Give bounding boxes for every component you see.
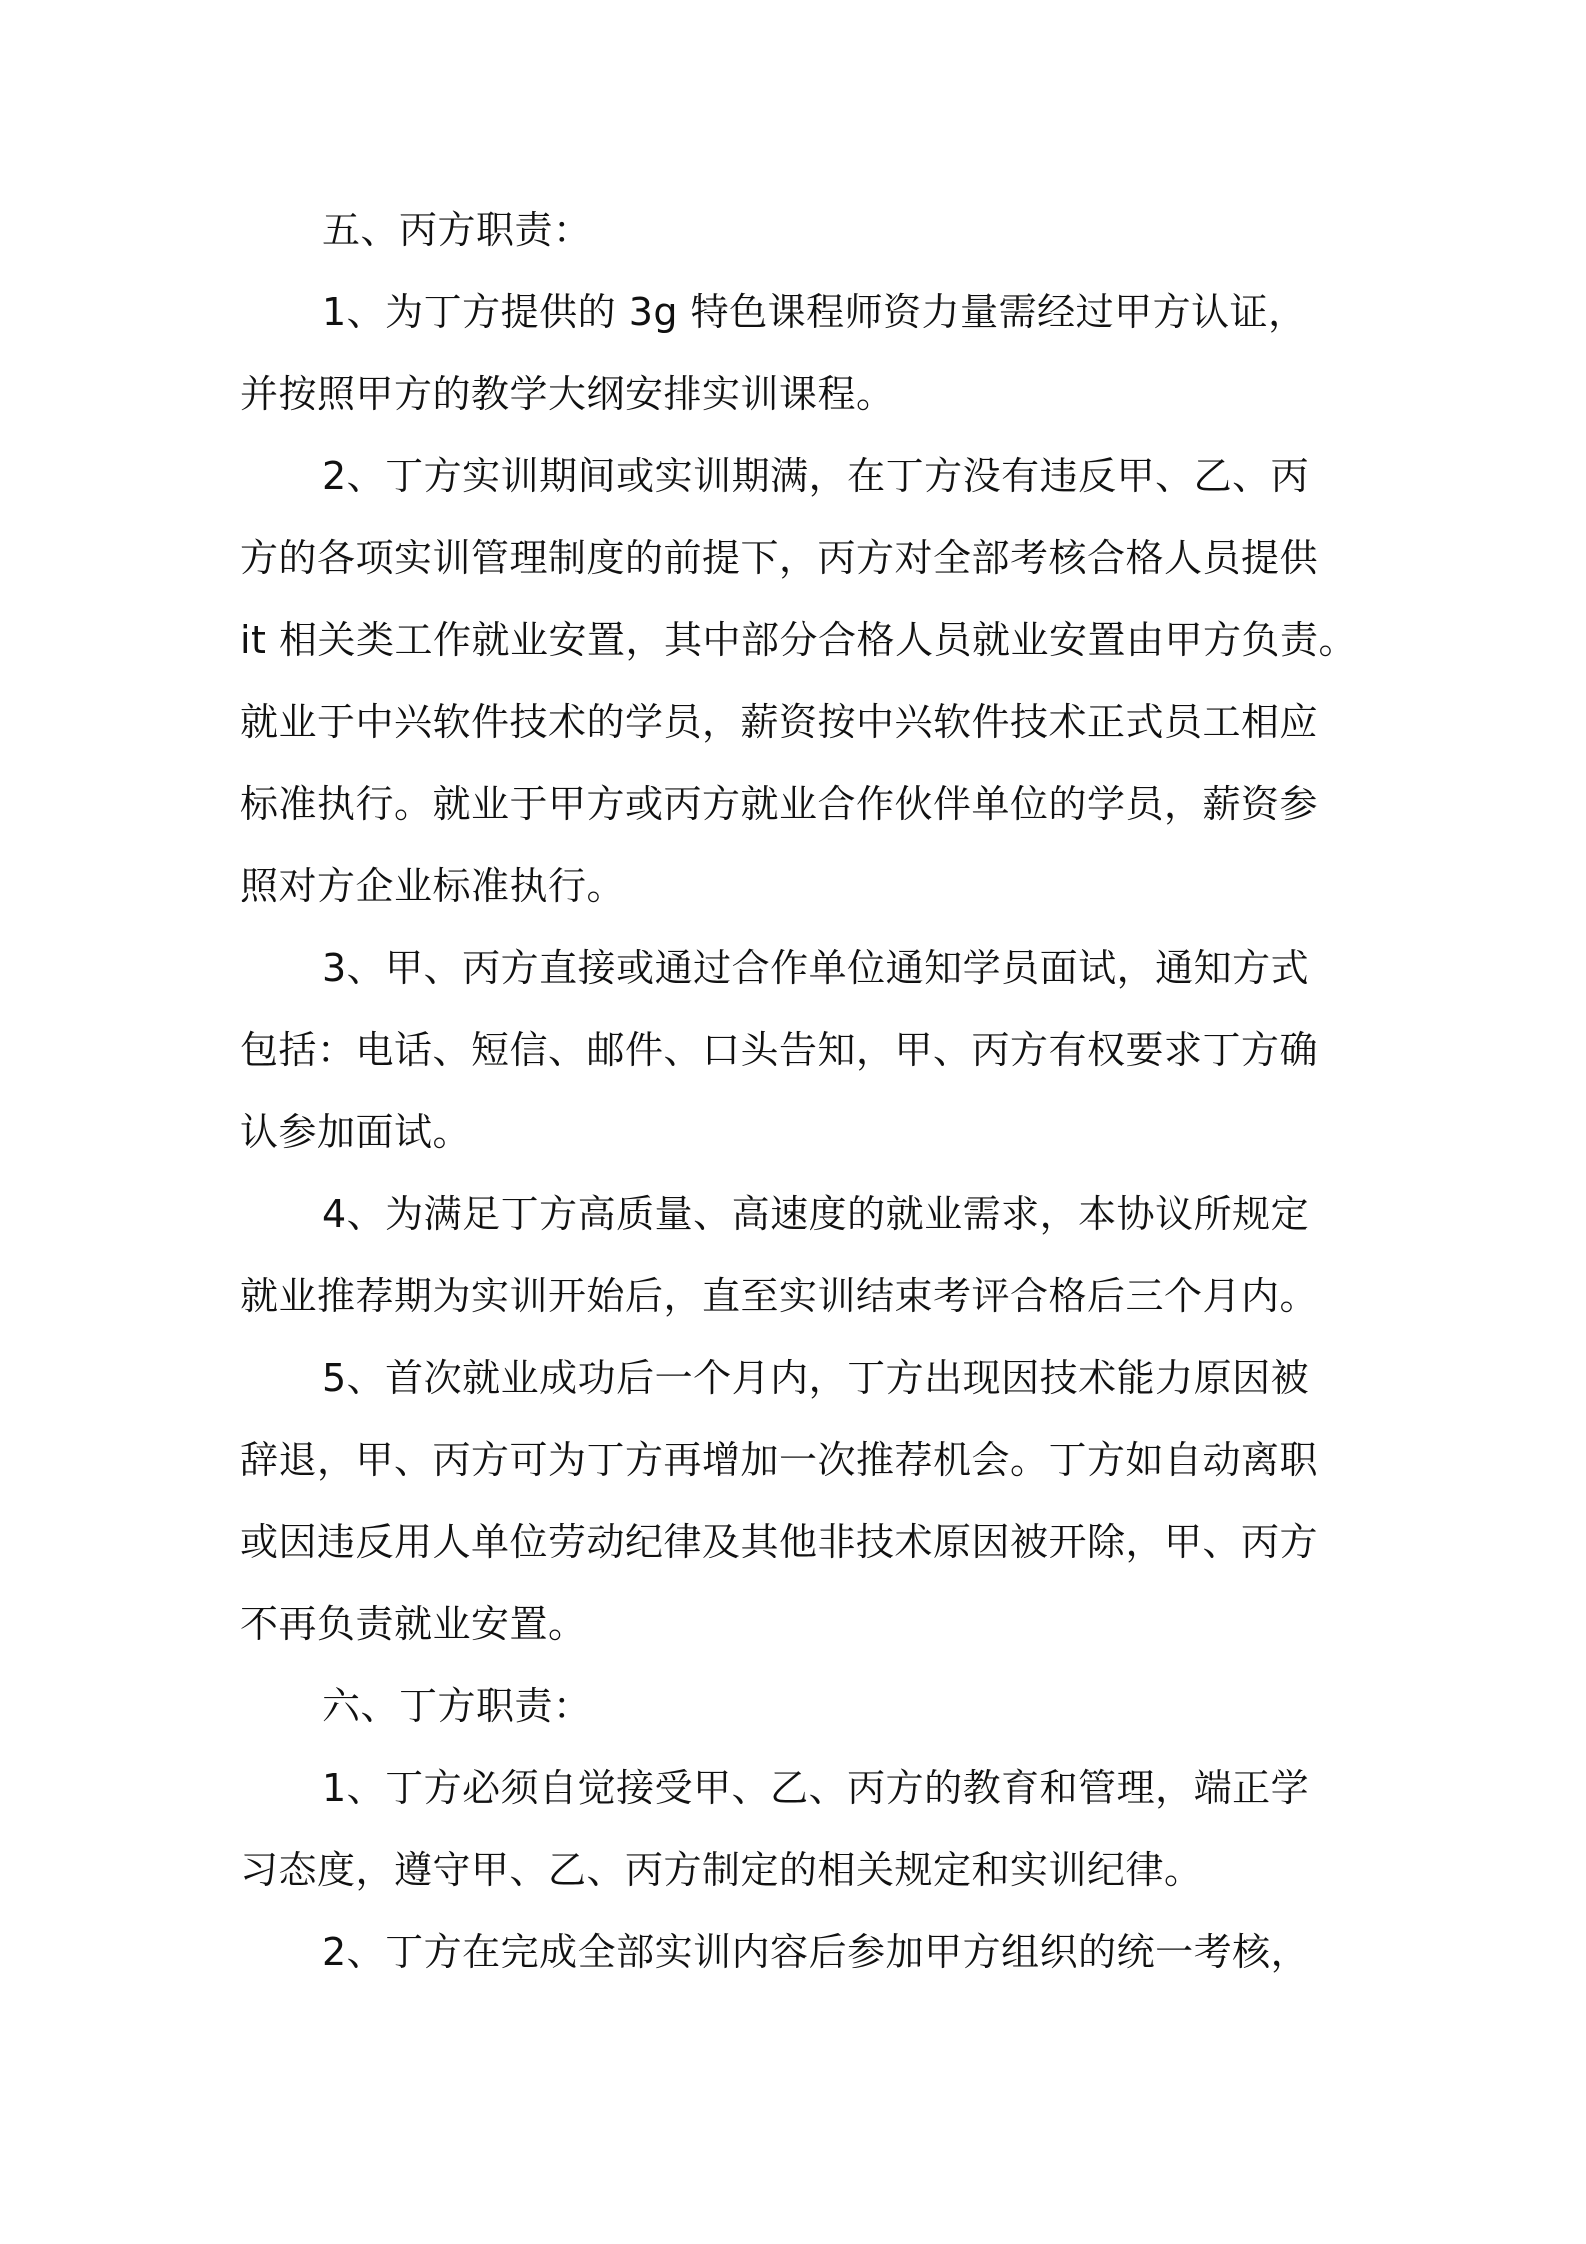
clause-5-5-line-3: 或因违反用人单位劳动纪律及其他非技术原因被开除，甲、丙方 — [240, 1520, 1319, 1564]
section-heading-6: 六、丁方职责： — [322, 1684, 592, 1728]
clause-5-5-line-4: 不再负责就业安置。 — [240, 1602, 587, 1646]
clause-5-2-line-4: 就业于中兴软件技术的学员，薪资按中兴软件技术正式员工相应 — [240, 700, 1319, 744]
clause-6-2-line-1: 2、丁方在完成全部实训内容后参加甲方组织的统一考核， — [322, 1930, 1310, 1974]
clause-5-1-line-2: 并按照甲方的教学大纲安排实训课程。 — [240, 372, 895, 416]
clause-5-2-line-3: it 相关类工作就业安置，其中部分合格人员就业安置由甲方负责。 — [240, 618, 1358, 662]
clause-5-2-line-2: 方的各项实训管理制度的前提下，丙方对全部考核合格人员提供 — [240, 536, 1319, 580]
clause-5-1-line-1: 1、为丁方提供的 3g 特色课程师资力量需经过甲方认证， — [322, 290, 1307, 334]
clause-5-5-line-1: 5、首次就业成功后一个月内，丁方出现因技术能力原因被 — [322, 1356, 1310, 1400]
section-heading-5: 五、丙方职责： — [322, 208, 592, 252]
clause-5-2-line-6: 照对方企业标准执行。 — [240, 864, 626, 908]
clause-5-2-line-5: 标准执行。就业于甲方或丙方就业合作伙伴单位的学员，薪资参 — [240, 782, 1319, 826]
clause-5-3-line-3: 认参加面试。 — [240, 1110, 472, 1154]
clause-5-3-line-2: 包括：电话、短信、邮件、口头告知，甲、丙方有权要求丁方确 — [240, 1028, 1319, 1072]
clause-5-2-line-1: 2、丁方实训期间或实训期满，在丁方没有违反甲、乙、丙 — [322, 454, 1310, 498]
clause-5-4-line-2: 就业推荐期为实训开始后，直至实训结束考评合格后三个月内。 — [240, 1274, 1319, 1318]
clause-6-1-line-2: 习态度，遵守甲、乙、丙方制定的相关规定和实训纪律。 — [240, 1848, 1203, 1892]
clause-5-5-line-2: 辞退，甲、丙方可为丁方再增加一次推荐机会。丁方如自动离职 — [240, 1438, 1319, 1482]
clause-5-4-line-1: 4、为满足丁方高质量、高速度的就业需求，本协议所规定 — [322, 1192, 1310, 1236]
clause-5-3-line-1: 3、甲、丙方直接或通过合作单位通知学员面试，通知方式 — [322, 946, 1310, 990]
clause-6-1-line-1: 1、丁方必须自觉接受甲、乙、丙方的教育和管理，端正学 — [322, 1766, 1310, 1810]
